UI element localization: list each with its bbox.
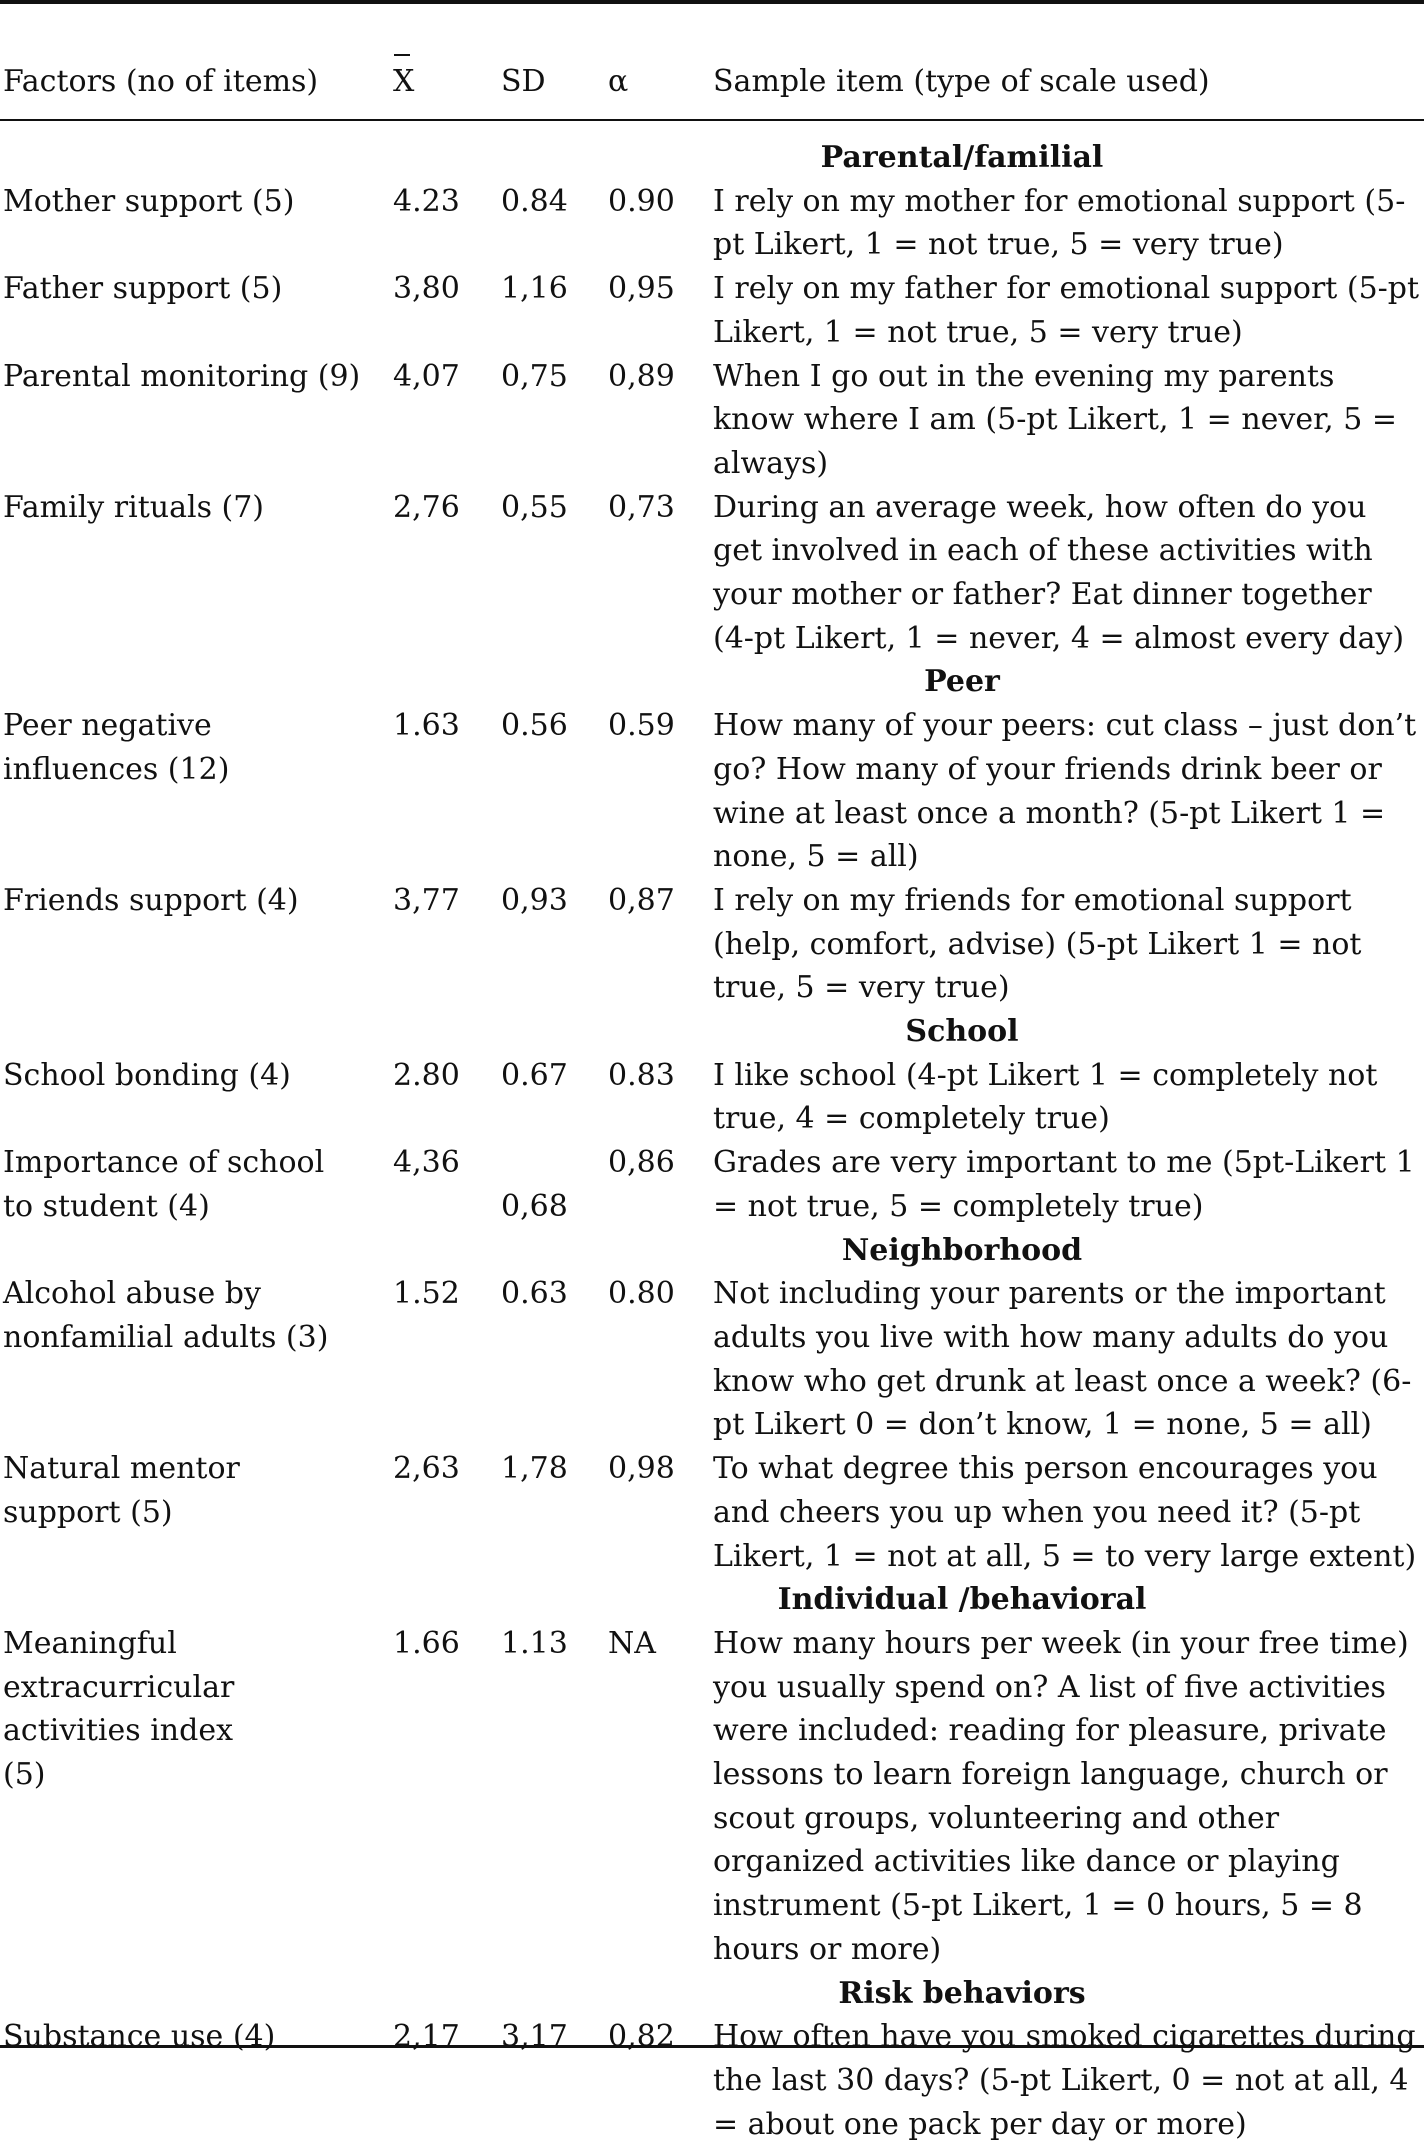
alpha-cell: 0,87 <box>608 882 675 918</box>
mean-cell: 3,77 <box>393 882 460 918</box>
table-row <box>3 1054 1421 1141</box>
alpha-cell: 0,95 <box>608 271 675 307</box>
sample-cell: To what degree this person encourages you and cheers you up when you need it? (5-pt Likert, 1 = not at all, 5 = to very large extent) <box>713 1451 1417 1574</box>
table-row <box>3 704 1421 879</box>
section-peer <box>3 660 1421 1010</box>
factor-cell: Parental monitoring (9) <box>3 358 361 394</box>
mean-cell: 3,80 <box>393 271 460 307</box>
section-title: Neighborhood <box>841 1232 1083 1268</box>
factor-cell: Natural mentor support (5) <box>3 1451 240 1530</box>
alpha-cell: 0,89 <box>608 358 675 394</box>
sd-cell: 1.13 <box>501 1625 568 1661</box>
section-heading-row <box>3 1010 1421 1054</box>
header-row <box>3 48 1421 136</box>
header-alpha: α <box>608 64 629 99</box>
sd-cell: 1,78 <box>501 1451 568 1487</box>
header-sample: Sample item (type of scale used) <box>713 64 1210 99</box>
factor-cell: Mother support (5) <box>3 183 295 219</box>
header-mean-label: X <box>393 64 415 99</box>
section-heading-row <box>3 1972 1421 2016</box>
sd-value: 0,68 <box>501 1188 568 1224</box>
sd-cell <box>501 1141 608 1228</box>
sd-cell: 0,75 <box>501 358 568 394</box>
sd-cell: 0.63 <box>501 1276 568 1312</box>
factor-cell: Peer negative influences (12) <box>3 708 230 787</box>
alpha-cell: 0,98 <box>608 1451 675 1487</box>
mean-cell: 1.52 <box>393 1276 460 1312</box>
section-title: Risk behaviors <box>838 1975 1086 2011</box>
table-row <box>3 1141 1421 1228</box>
header-sd: SD <box>501 64 546 99</box>
mean-cell: 4,07 <box>393 358 460 394</box>
sample-cell: I rely on my father for emotional support (5-pt Likert, 1 = not true, 5 = very true) <box>713 271 1420 350</box>
top-rule <box>0 0 1424 4</box>
table-row <box>3 180 1421 267</box>
sd-cell: 0,55 <box>501 489 568 525</box>
mean-cell: 2,63 <box>393 1451 460 1487</box>
sd-cell: 1,16 <box>501 271 568 307</box>
section-parental <box>3 136 1421 660</box>
section-title: Individual /behavioral <box>777 1582 1147 1618</box>
factor-cell: School bonding (4) <box>3 1057 291 1093</box>
mean-bar <box>394 54 410 56</box>
sample-cell: Not including your parents or the important adults you live with how many adults do you know who get drunk at least once a week? (6-pt Likert 0 = don’t know, 1 = none, 5 = all) <box>713 1276 1412 1443</box>
table-row <box>3 1272 1421 1447</box>
sample-cell: I rely on my friends for emotional support (help, comfort, advise) (5-pt Likert 1 = not true, 5 = very true) <box>713 882 1362 1006</box>
mean-cell: 1.66 <box>393 1625 460 1661</box>
section-school <box>3 1010 1421 1229</box>
section-heading-row <box>3 1229 1421 1273</box>
alpha-cell: 0,73 <box>608 489 675 525</box>
header-factors: Factors (no of items) <box>3 64 319 99</box>
mean-cell: 2,76 <box>393 489 460 525</box>
alpha-cell: 0,86 <box>608 1145 675 1181</box>
sample-cell: I like school (4-pt Likert 1 = completely not true, 4 = completely true) <box>713 1057 1378 1137</box>
alpha-cell: 0,82 <box>608 2019 675 2055</box>
section-heading-row <box>3 660 1421 704</box>
sd-cell: 0.56 <box>501 708 568 744</box>
sd-cell: 0.84 <box>501 183 568 219</box>
header-mean <box>393 48 501 136</box>
table-row <box>3 486 1421 661</box>
table-header <box>3 48 1421 136</box>
sd-cell: 0,93 <box>501 882 568 918</box>
table-row <box>3 879 1421 1010</box>
table-row <box>3 267 1421 354</box>
alpha-cell: 0.83 <box>608 1057 675 1093</box>
alpha-cell: 0.80 <box>608 1276 675 1312</box>
section-heading-row <box>3 1578 1421 1622</box>
factor-cell: Family rituals (7) <box>3 489 265 525</box>
factor-cell: Meaningful extracurricular activities index (5) <box>3 1625 235 1793</box>
section-heading-row <box>3 136 1421 180</box>
mean-cell: 2.80 <box>393 1057 460 1093</box>
table-row <box>3 2015 1421 2146</box>
factor-cell: Substance use (4) <box>3 2019 276 2055</box>
section-individual <box>3 1578 1421 1971</box>
mean-cell: 4,36 <box>393 1145 460 1181</box>
sd-cell: 0.67 <box>501 1057 568 1093</box>
factor-cell: Friends support (4) <box>3 882 299 918</box>
sd-cell: 3,17 <box>501 2019 568 2055</box>
factor-cell: Alcohol abuse by nonfamilial adults (3) <box>3 1276 329 1355</box>
sample-cell: Grades are very important to me (5pt-Likert 1 = not true, 5 = completely true) <box>713 1145 1415 1224</box>
section-title: School <box>905 1014 1019 1050</box>
section-neighborhood <box>3 1229 1421 1579</box>
alpha-cell: NA <box>608 1625 656 1661</box>
alpha-cell: 0.59 <box>608 708 675 744</box>
factor-cell: Father support (5) <box>3 271 283 307</box>
section-title: Parental/familial <box>820 140 1104 175</box>
table-row <box>3 1447 1421 1578</box>
sample-cell: I rely on my mother for emotional support (5-pt Likert, 1 = not true, 5 = very true) <box>713 183 1406 263</box>
factors-table <box>3 48 1421 2146</box>
sample-cell: How many hours per week (in your free time) you usually spend on? A list of five activities were included: reading for pleasure, private lessons to learn foreign language, church or scout groups, volunteering and other organized activities like dance or playing instrument (5-pt Likert, 1 = 0 hours, 5 = 8 hours or more) <box>713 1625 1409 1967</box>
mean-cell: 4.23 <box>393 183 460 219</box>
sample-cell: During an average week, how often do you get involved in each of these activities with your mother or father? Eat dinner together (4-pt Likert, 1 = never, 4 = almost every day) <box>713 489 1405 656</box>
mean-cell: 2,17 <box>393 2019 460 2055</box>
alpha-cell: 0.90 <box>608 183 675 219</box>
factor-cell: Importance of school to student (4) <box>3 1145 325 1224</box>
sample-cell: How often have you smoked cigarettes during the last 30 days? (5-pt Likert, 0 = not at all, 4 = about one pack per day or more) <box>713 2019 1416 2142</box>
section-title: Peer <box>924 664 1000 700</box>
sample-cell: When I go out in the evening my parents know where I am (5-pt Likert, 1 = never, 5 = always) <box>713 358 1398 481</box>
mean-cell: 1.63 <box>393 708 460 744</box>
table-row <box>3 1622 1421 1972</box>
sample-cell: How many of your peers: cut class – just don’t go? How many of your friends drink beer or wine at least once a month? (5-pt Likert 1 = none, 5 = all) <box>713 708 1417 875</box>
section-risk <box>3 1972 1421 2146</box>
table-row <box>3 355 1421 486</box>
